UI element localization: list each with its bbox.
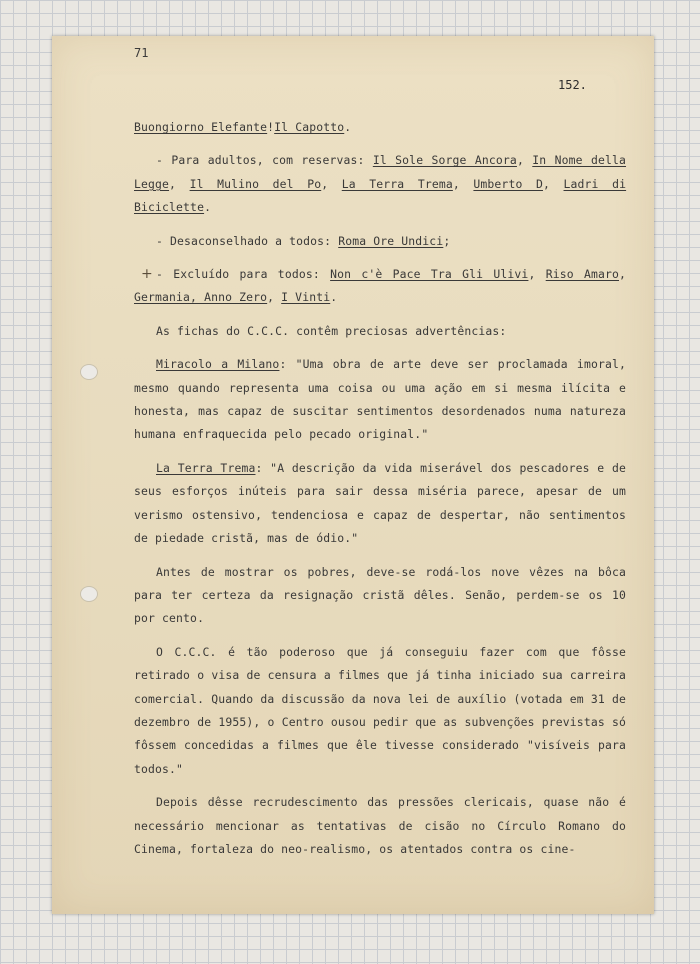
film-title: Ladri di Biciclette <box>134 176 627 215</box>
paragraph-poor: Antes de mostrar os pobres, deve-se rodá-los nove vêzes na bôca para ter certeza da resignação cristã dêles. Senão, perdem-se os 10 por cento. <box>134 564 626 626</box>
film-title: I Vinti <box>281 290 331 305</box>
film-title: Il Capotto <box>274 120 345 134</box>
film-title: Il Mulino del Po <box>189 176 322 191</box>
body-text <box>134 116 626 871</box>
punch-hole-bottom <box>80 586 98 602</box>
paragraph-clerical-pressure: Depois dêsse recrudescimento das pressões clericais, quase não é necessário mencionar as tentativas de cisão no Círculo Romano do Cinema, fortaleza do neo-realismo, os atentados contra os cine- <box>134 795 626 856</box>
film-title: In Nome della Legge <box>134 153 627 191</box>
paragraph-excluded: - Excluído para todos: Non c'è Pace Tra Gli Ulivi, Riso Amaro, Germania, Anno Zero, I Vinti. <box>134 267 627 305</box>
handwritten-mark: + <box>141 266 153 282</box>
film-title: Buongiorno Elefante <box>134 120 268 134</box>
film-title: Umberto D <box>473 176 543 191</box>
film-title: La Terra Trema <box>156 460 256 475</box>
paragraph-miracolo: Miracolo a Milano: "Uma obra de arte deve ser proclamada imoral, mesmo quando representa uma coisa ou uma ação em si mesma ilícita e honesta, mas capaz de suscitar sentimentos desordenados numa natureza humana enfraquecida pelo pecado original." <box>134 357 626 442</box>
film-title: Roma Ore Undici <box>338 233 444 248</box>
paragraph-discouraged: - Desaconselhado a todos: Roma Ore Undici; <box>156 233 451 248</box>
archive-page-number: 71 <box>134 46 149 60</box>
document-page-number: 152. <box>558 78 587 92</box>
film-title: Non c'è Pace Tra Gli Ulivi <box>330 267 529 282</box>
film-title: Germania, Anno Zero <box>134 290 268 305</box>
film-title: Riso Amaro <box>545 267 619 282</box>
film-title: Miracolo a Milano <box>156 357 280 372</box>
paragraph-ccc-notes: As fichas do C.C.C. contêm preciosas advertências: <box>156 323 507 338</box>
film-title: Il Sole Sorge Ancora <box>372 153 517 168</box>
paragraph-0: Buongiorno Elefante!Il Capotto. <box>134 120 352 134</box>
paragraph-ccc-power: O C.C.C. é tão poderoso que já conseguiu fazer com que fôsse retirado o visa de censura a filmes que já tinha iniciado sua carreira comercial. Quando da discussão da nova lei de auxílio (votada em 31 de dezembro de 1955), o Centro ousou pedir que as subvenções previstas só fôssem concedidas a filmes que êle tivesse considerado "visíveis para todos." <box>134 644 626 776</box>
punch-hole-top <box>80 364 98 380</box>
film-title: La Terra Trema <box>341 176 453 191</box>
paragraph-adults-with-reservations: - Para adultos, com reservas: Il Sole Sorge Ancora, In Nome della Legge, Il Mulino del Po, La Terra Trema, Umberto D, Ladri di Biciclette. <box>134 153 627 215</box>
typewritten-page <box>52 36 654 914</box>
paragraph-terra-trema: La Terra Trema: "A descrição da vida miserável dos pescadores e de seus esforços inúteis para sair dessa miséria parece, apesar de um verismo ostensivo, tendenciosa e capaz de despertar, não sentimentos de piedade cristã, mas de ódio." <box>134 460 627 546</box>
